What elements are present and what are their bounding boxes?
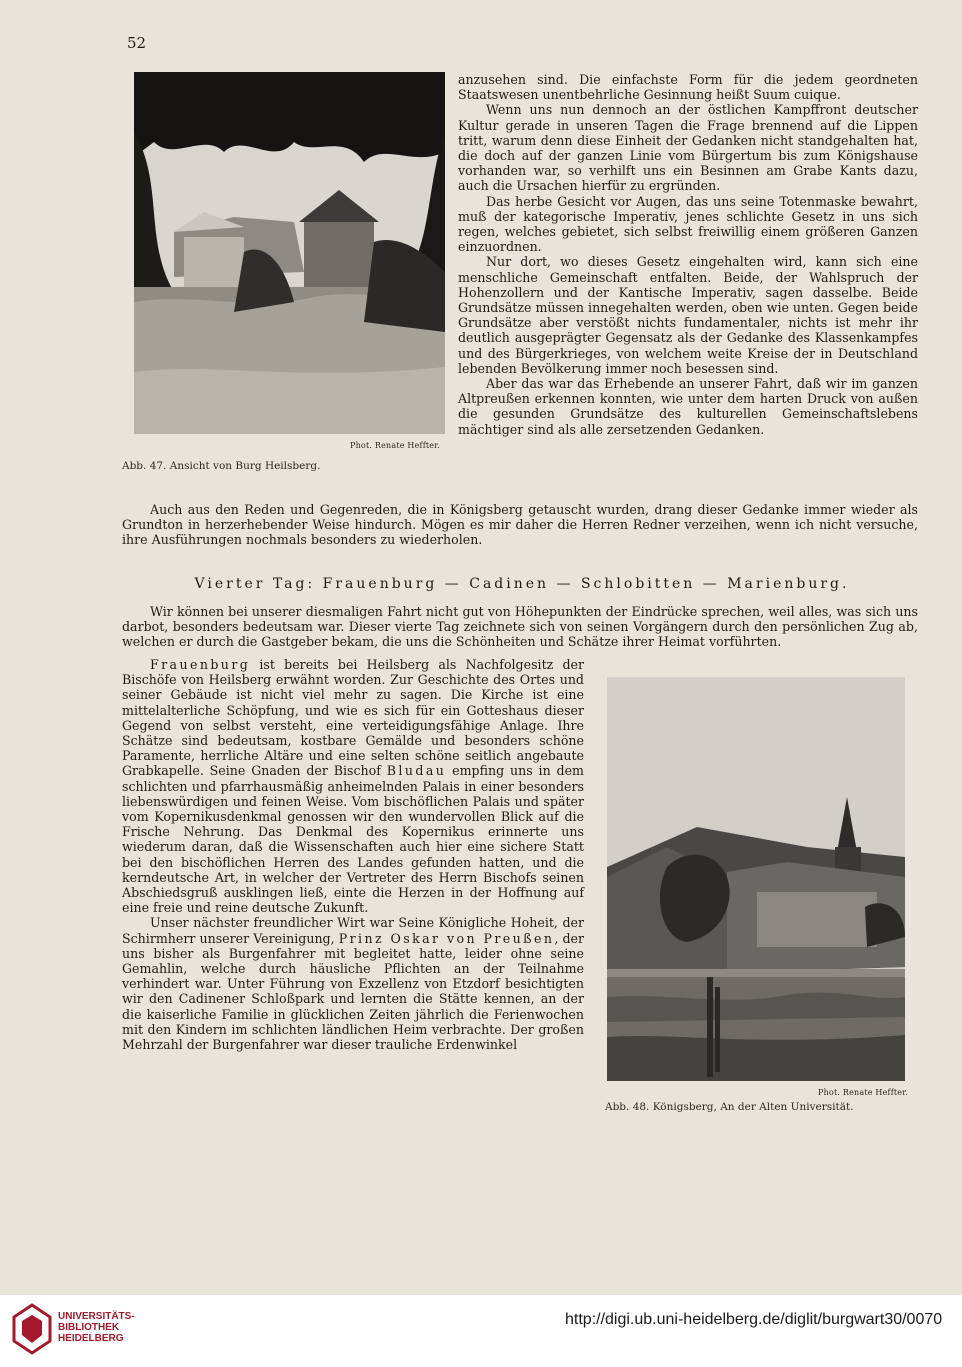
text-column-left <box>122 657 584 1052</box>
library-name-line: UNIVERSITÄTS- <box>58 1311 135 1322</box>
paragraph: Aber das war das Erhebende an unserer Fahrt, daß wir im ganzen Altpreußen erkennen konnten, wie unter dem harten Druck von außen die gesunden Grundsätze des kulturellen Gemeinschaftslebens mächtiger sind als alle zersetzenden Gedanken. <box>458 376 918 437</box>
text-column-right <box>458 72 918 437</box>
place-name: Frauenburg <box>150 657 251 672</box>
figure-caption: Abb. 47. Ansicht von Burg Heilsberg. <box>122 460 321 472</box>
paragraph: Wenn uns nun dennoch an der östlichen Kampffront deutscher Kultur gerade in unseren Tagen die Frage brennend auf die Lippen tritt, warum denn diese Einheit der Gedanken nicht standgehalten hat, die doch auf der ganzen Linie vom Bürgertum bis zum Königshause vorhanden war, so verhilft uns ein Besinnen am Grabe Kants dazu, auch die Ursachen hierfür zu ergründen. <box>458 102 918 194</box>
paragraph: Das herbe Gesicht vor Augen, das uns seine Totenmaske bewahrt, muß der kategorische Imperativ, jenes schlichte Gesetz in uns sich regen, welches gebietet, sich selbst freiwillig einem größeren Ganzen einzuordnen. <box>458 193 918 255</box>
photo-credit: Phot. Renate Heffter. <box>350 441 441 450</box>
paragraph-frauenburg <box>122 657 584 915</box>
paragraph: anzusehen sind. Die einfachste Form für die jedem geordneten Staatswesen unentbehrliche Gesinnung heißt Suum cuique. <box>458 72 918 103</box>
paragraph: Auch aus den Reden und Gegenreden, die in Königsberg getauscht wurden, drang dieser Gedanke immer wieder als Grundton in herzerhebender Weise hindurch. Mögen es mir daher die Herren Redner verzeihen, wenn ich nicht versuche, ihre Ausführungen nochmals besonders zu wiederholen. <box>122 502 918 548</box>
section-heading: Vierter Tag: Frauenburg — Cadinen — Schlobitten — Marienburg. <box>194 576 850 592</box>
photo-koenigsberg-university <box>607 677 905 1081</box>
photo-burg-heilsberg <box>134 72 445 434</box>
library-footer <box>0 1295 962 1367</box>
figure-caption: Abb. 48. Königsberg, An der Alten Universität. <box>605 1101 854 1113</box>
text-run: Unser nächster freundlicher Wirt war Seine Königliche Hoheit, der Schirmherr unserer Vereinigung, <box>122 915 584 946</box>
paragraph: Nur dort, wo dieses Gesetz eingehalten wird, kann sich eine menschliche Gemeinschaft entfalten. Beide, der Wahlspruch der Hohenzollern und der Kantische Imperativ, sagen dasselbe. Beide Grundsätze müssen innegehalten werden, oben wie unten. Gegen beide Grundsätze aber verstößt nichts fundamentaler, nichts ist mehr ihr deutlich ausgeprägter Gegensatz als der Gedanke des Klassenkampfes und des Bürgerkrieges, von welchem weite Kreise der in Deutschland lebenden Bevölkerung immer noch besessen sind. <box>458 254 918 376</box>
text-run: , der uns bisher als Burgenfahrer mit begleitet hatte, leider ohne seine Gemahlin, welche durch häusliche Pflichten an der Teilnahme verhindert war. Unter Führung von Exzellenz von Etzdorf besichtigten wir den Cadinener Schloßpark und lernten die Stätte kennen, an der die kaiserliche Familie in glücklichen Zeiten jährlich die Ferienwochen mit den Kindern im schlichten ländlichen Heim verbrachte. Der großen Mehrzahl der Burgenfahrer war dieser trauliche Erdenwinkel <box>122 930 584 1053</box>
paragraph-host <box>122 915 584 1052</box>
text-run: empfing uns in dem schlichten und pfarrhausmäßig anheimelnden Palais in einer besonders liebenswürdigen und feinen Weise. Vom bischöflichen Palais und später vom Kopernikusdenkmal genossen wir den wundervollen Blick auf die Frische Nehrung. Das Denkmal des Kopernikus erinnerte uns wiederum daran, daß die Wissenschaften auch hier eine sichere Statt bei den bischöflichen Herren des Landes gefunden hatten, und die kerndeutsche Art, in welcher der Vertreter des Herrn Bischofs seinen Abschiedsgruß ausklingen ließ, einte die Herzen in der Hoffnung auf eine freie und reine deutsche Zukunft. <box>122 763 585 916</box>
paragraph: Wir können bei unserer diesmaligen Fahrt nicht gut von Höhepunkten der Eindrücke sprechen, weil alles, was sich uns darbot, besonders bedeutsam war. Dieser vierte Tag zeichnete sich von seinen Vorgängern durch den persönlichen Zug ab, welchen er durch die Gastgeber bekam, die uns die Schönheiten und Schätze ihrer Heimat vorführten. <box>122 604 918 650</box>
source-url[interactable]: http://digi.ub.uni-heidelberg.de/diglit/burgwart30/0070 <box>565 1311 943 1328</box>
bishop-name: Bludau <box>386 763 447 779</box>
library-name <box>58 1311 135 1344</box>
university-seal-icon <box>12 1303 52 1355</box>
section-intro <box>122 604 918 650</box>
library-name-line: HEIDELBERG <box>58 1333 124 1344</box>
text-full-width <box>122 502 918 548</box>
library-name-line: BIBLIOTHEK <box>58 1322 120 1333</box>
prince-name: Prinz Oskar von Preußen <box>338 930 555 946</box>
photo-credit: Phot. Renate Heffter. <box>818 1088 909 1097</box>
page-number: 52 <box>127 34 147 52</box>
text-run: ist bereits bei Heilsberg als Nachfolgesitz der Bischöfe von Heilsberg erwähnt worden. Zur Geschichte des Ortes und seiner Gebäude ist nicht viel mehr zu sagen. Die Kirche ist eine mittelalterliche Schöpfung, und wie es sich für ein Gotteshaus dieser Gegend von selbst versteht, eine verteidigungsfähige Anlage. Ihre Schätze sind bedeutsam, kostbare Gemälde und besonders schöne Paramente, herrliche Altäre und eine selten schöne seitlich angebaute Grabkapelle. Seine Gnaden der Bischof <box>122 657 584 779</box>
